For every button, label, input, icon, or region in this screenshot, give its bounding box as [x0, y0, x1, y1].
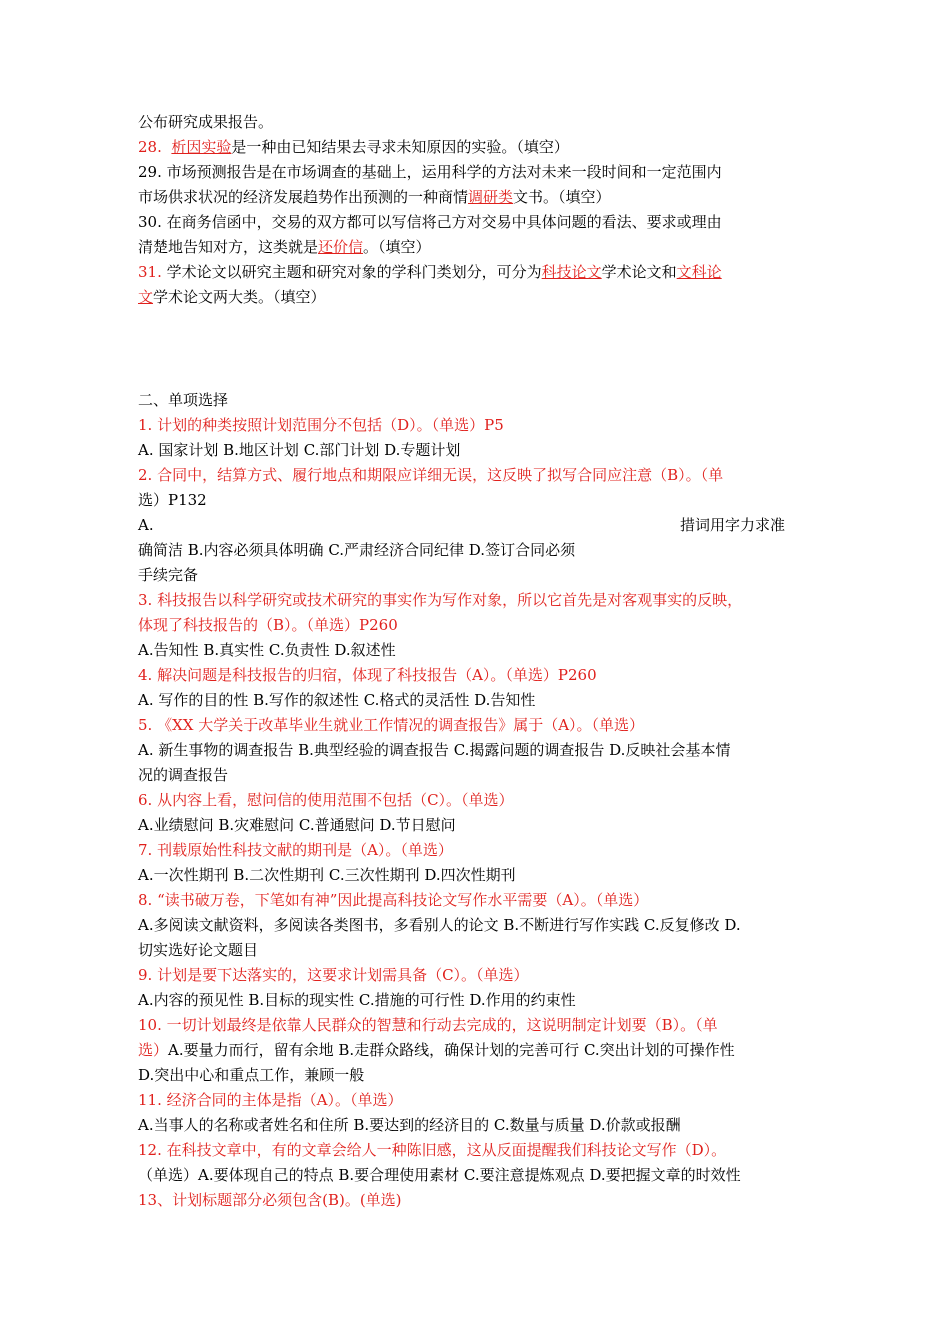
- options-2-cont: [138, 538, 818, 563]
- options-text: A. 写作的目的性 B.写作的叙述性 C.格式的灵活性 D.告知性: [138, 691, 536, 709]
- question-3-cont: [138, 613, 818, 638]
- question-text: 学术论文和: [601, 263, 677, 281]
- answer: 析因实验: [171, 138, 232, 156]
- question-text: 11. 经济合同的主体是指（A）。（单选）: [138, 1091, 403, 1109]
- question-text: 6. 从内容上看，慰问信的使用范围不包括（C）。（单选）: [138, 791, 514, 809]
- question-text: 8. “读书破万卷，下笔如有神”因此提高科技论文写作水平需要（A）。（单选）: [138, 891, 649, 909]
- question-text: 12. 在科技文章中，有的文章会给人一种陈旧感，这从反面提醒我们科技论文写作（D）。: [138, 1141, 727, 1159]
- question-number: 28.: [138, 138, 162, 156]
- question-31: [138, 260, 818, 285]
- question-2-cont: [138, 488, 818, 513]
- answer: 科技论文: [541, 263, 602, 281]
- options-text: 况的调查报告: [138, 766, 229, 784]
- options-text: 确简洁 B.内容必须具体明确 C.严肃经济合同纪律 D.签订合同必须: [138, 541, 576, 559]
- question-text: 30. 在商务信函中，交易的双方都可以写信将己方对交易中具体问题的看法、要求或理由: [138, 213, 722, 231]
- options-6: [138, 813, 818, 838]
- options-3: [138, 638, 818, 663]
- options-text: A.当事人的名称或者姓名和住所 B.要达到的经济目的 C.数量与质量 D.价款或报酬: [138, 1116, 681, 1134]
- options-text: A. 国家计划 B.地区计划 C.部门计划 D.专题计划: [138, 441, 461, 459]
- options-8: [138, 913, 818, 938]
- question-6: [138, 788, 818, 813]
- options-text: A.告知性 B.真实性 C.负责性 D.叙述性: [138, 641, 396, 659]
- options-text: A.业绩慰问 B.灾难慰问 C.普通慰问 D.节日慰问: [138, 816, 456, 834]
- question-text: 10. 一切计划最终是依靠人民群众的智慧和行动去完成的，这说明制定计划要（B）。（单: [138, 1016, 718, 1034]
- options-text: D.突出中心和重点工作，兼顾一般: [138, 1066, 365, 1084]
- options-8-cont: [138, 938, 818, 963]
- question-1: [138, 413, 818, 438]
- options-7: [138, 863, 818, 888]
- question-30: [138, 210, 818, 235]
- question-text: 学术论文以研究主题和研究对象的学科门类划分，可分为: [161, 263, 542, 281]
- question-text: 29. 市场预测报告是在市场调查的基础上，运用科学的方法对未来一段时间和一定范围内: [138, 163, 722, 181]
- question-text: 清楚地告知对方，这类就是: [138, 238, 319, 256]
- options-text: 切实选好论文题目: [138, 941, 259, 959]
- heading-text: 二、单项选择: [138, 391, 229, 409]
- question-text: 2. 合同中，结算方式、履行地点和期限应详细无误，这反映了拟写合同应注意（B）。（单: [138, 466, 724, 484]
- options-text: A.一次性期刊 B.二次性期刊 C.三次性期刊 D.四次性期刊: [138, 866, 516, 884]
- question-13: [138, 1188, 818, 1213]
- document-page: [138, 110, 818, 1213]
- question-10: [138, 1013, 818, 1038]
- question-12: [138, 1138, 818, 1163]
- question-text: 3. 科技报告以科学研究或技术研究的事实作为写作对象，所以它首先是对客观事实的反映，: [138, 591, 743, 609]
- question-4: [138, 663, 818, 688]
- question-10-cont: [138, 1038, 818, 1063]
- question-text: 选）: [138, 1041, 169, 1059]
- spacer: [138, 310, 818, 388]
- question-11: [138, 1088, 818, 1113]
- question-7: [138, 838, 818, 863]
- options-text: A.内容的预见性 B.目标的现实性 C.措施的可行性 D.作用的约束性: [138, 991, 576, 1009]
- answer: 调研类: [468, 188, 514, 206]
- question-text: 9. 计划是要下达落实的，这要求计划需具备（C）。（单选）: [138, 966, 529, 984]
- options-text: A. 新生事物的调查报告 B.典型经验的调查报告 C.揭露问题的调查报告 D.反映社会基本情: [138, 741, 731, 759]
- question-text: 学术论文两大类。（填空）: [153, 288, 326, 306]
- options-4: [138, 688, 818, 713]
- section-heading: [138, 388, 818, 413]
- options-10-cont: [138, 1063, 818, 1088]
- question-29: [138, 160, 818, 185]
- question-text: 市场供求状况的经济发展趋势作出预测的一种商情: [138, 188, 469, 206]
- question-text: 7. 刊载原始性科技文献的期刊是（A）。（单选）: [138, 841, 453, 859]
- options-text: A.要量力而行，留有余地 B.走群众路线，确保计划的完善可行 C.突出计划的可操作性: [168, 1041, 735, 1059]
- question-number: 31.: [138, 263, 162, 281]
- question-text: 选）P132: [138, 491, 207, 509]
- question-28: [138, 135, 818, 160]
- question-text: 1. 计划的种类按照计划范围分不包括（D）。（单选）P5: [138, 416, 504, 434]
- options-text: A.: [138, 516, 154, 534]
- question-text: 体现了科技报告的（B）。（单选）P260: [138, 616, 398, 634]
- question-text: 是一种由已知结果去寻求未知原因的实验。（填空）: [231, 138, 569, 156]
- options-12: [138, 1163, 818, 1188]
- answer: 文: [138, 288, 154, 306]
- options-11: [138, 1113, 818, 1138]
- text: 公布研究成果报告。: [138, 113, 274, 131]
- answer: 文科论: [676, 263, 722, 281]
- options-2-cont2: [138, 563, 818, 588]
- question-3: [138, 588, 818, 613]
- options-5: [138, 738, 818, 763]
- options-text: 手续完备: [138, 566, 199, 584]
- options-1: [138, 438, 818, 463]
- options-2: [138, 513, 818, 538]
- options-9: [138, 988, 818, 1013]
- question-29-cont: [138, 185, 818, 210]
- question-8: [138, 888, 818, 913]
- question-30-cont: [138, 235, 818, 260]
- question-text: 4. 解决问题是科技报告的归宿，体现了科技报告（A）。（单选）P260: [138, 666, 597, 684]
- question-text: 文书。（填空）: [513, 188, 611, 206]
- question-text: 。（填空）: [363, 238, 431, 256]
- question-9: [138, 963, 818, 988]
- question-5: [138, 713, 818, 738]
- question-2: [138, 463, 818, 488]
- question-text: 13、计划标题部分必须包含(B)。(单选): [138, 1191, 402, 1209]
- question-31-cont: [138, 285, 818, 310]
- options-text: 措词用字力求准: [680, 516, 786, 534]
- answer: 还价信: [318, 238, 364, 256]
- text-line: [138, 110, 818, 135]
- options-text: （单选）A.要体现自己的特点 B.要合理使用素材 C.要注意提炼观点 D.要把握文章的时效性: [138, 1166, 741, 1184]
- question-text: 5. 《XX 大学关于改革毕业生就业工作情况的调查报告》属于（A）。（单选）: [138, 716, 645, 734]
- options-text: A.多阅读文献资料，多阅读各类图书，多看别人的论文 B.不断进行写作实践 C.反复修改 D.: [138, 916, 741, 934]
- options-5-cont: [138, 763, 818, 788]
